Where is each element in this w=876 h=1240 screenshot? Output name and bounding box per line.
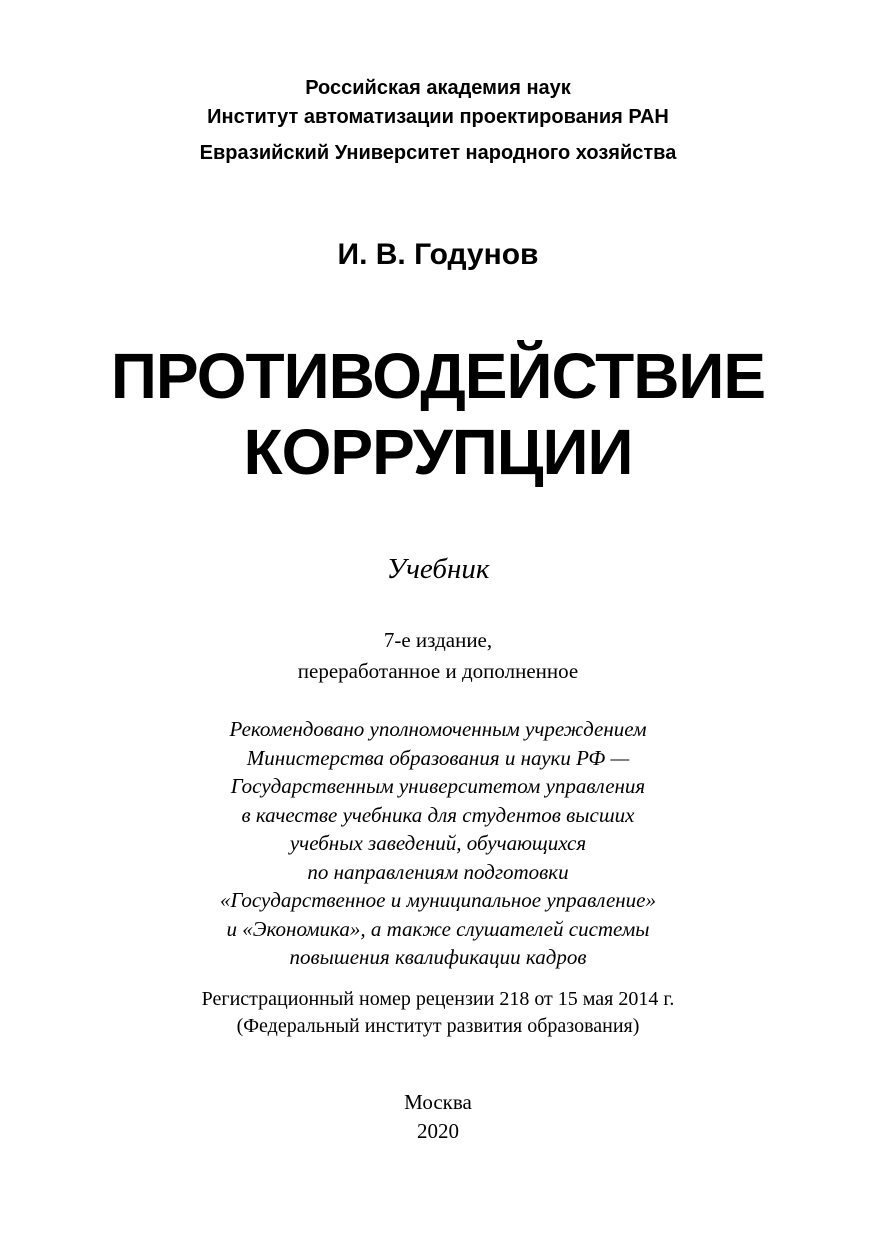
book-title	[0, 338, 876, 490]
institutions-block	[0, 74, 876, 168]
institution-line: Институт автоматизации проектирования РАН	[207, 106, 669, 128]
imprint	[0, 1088, 876, 1146]
recommendation-line: в качестве учебника для студентов высших	[241, 802, 635, 827]
recommendation-line: повышения квалификации кадров	[289, 945, 587, 969]
edition-line: 7-е издание,	[383, 628, 493, 652]
imprint-city: Москва	[404, 1090, 472, 1114]
recommendation-line: по направлениям подготовки	[307, 859, 569, 884]
recommendation-line: «Государственное и муниципальное управление»	[219, 888, 657, 912]
edition-info	[0, 625, 876, 687]
title-line: ПРОТИВОДЕЙСТВИЕ	[110, 340, 766, 412]
institution-line: Евразийский Университет народного хозяйства	[199, 142, 677, 164]
registration-info	[0, 986, 876, 1040]
edition-line: переработанное и дополненное	[297, 659, 579, 683]
title-line: КОРРУПЦИИ	[243, 416, 633, 488]
institution-line: Российская академия наук	[305, 77, 571, 99]
recommendation-line: Министерства образования и науки РФ —	[246, 745, 630, 770]
author-name: И. В. Годунов	[337, 238, 539, 271]
registration-line: Регистрационный номер рецензии 218 от 15 мая 2014 г.	[201, 988, 675, 1010]
recommendation-line: и «Экономика», а также слушателей системы	[226, 916, 650, 941]
recommendation-block	[0, 715, 876, 972]
recommendation-line: Рекомендовано уполномоченным учреждением	[229, 717, 647, 741]
recommendation-line: Государственным университетом управления	[230, 774, 646, 798]
registration-line: (Федеральный институт развития образования)	[236, 1015, 640, 1037]
imprint-year: 2020	[417, 1119, 459, 1143]
book-genre: Учебник	[386, 553, 490, 585]
recommendation-line: учебных заведений, обучающихся	[289, 831, 587, 855]
